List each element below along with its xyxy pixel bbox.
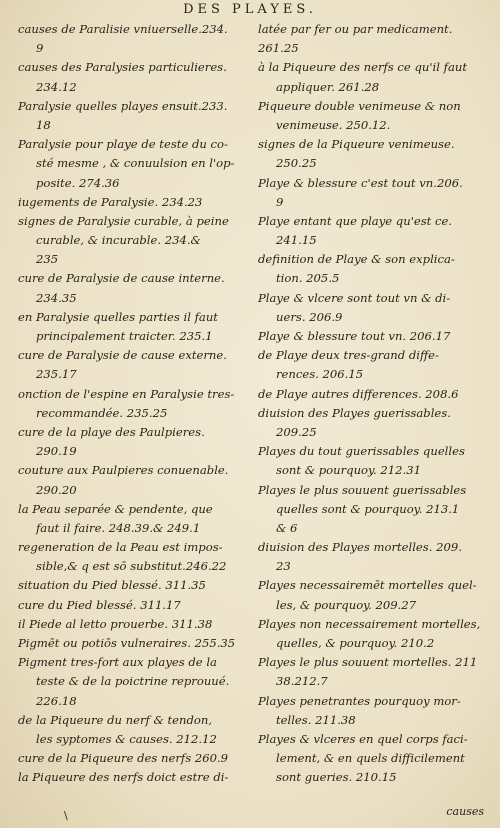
index-entry-line: 234.35 bbox=[36, 290, 77, 305]
index-entry-line: Piqueure double venimeuse & non bbox=[258, 98, 461, 113]
index-entry-line: 235 bbox=[36, 252, 59, 267]
index-entry-line: la Piqueure des nerfs doict estre di- bbox=[18, 770, 229, 785]
index-entry-line: iugements de Paralysie. 234.23 bbox=[18, 194, 203, 209]
index-entry-line: signes de Paralysie curable, à peine bbox=[18, 213, 229, 228]
index-entry-line: quelles, & pourquoy. 210.2 bbox=[276, 636, 435, 650]
index-entry-line: la Peau separée & pendente, que bbox=[18, 501, 213, 516]
index-entry-line: causes de Paralisie vniuerselle.234. bbox=[18, 22, 228, 36]
index-entry-line: de Playe autres differences. 208.6 bbox=[258, 386, 459, 401]
index-entry-line: diuision des Playes guerissables. bbox=[258, 405, 451, 420]
index-entry-line: recommandée. 235.25 bbox=[36, 405, 168, 420]
index-entry-line: 9 bbox=[36, 41, 44, 56]
running-header: DES PLAYES. bbox=[183, 2, 317, 17]
index-entry-line: tion. 205.5 bbox=[276, 271, 340, 286]
index-entry-line: Playes penetrantes pourquoy mor- bbox=[258, 693, 461, 708]
index-entry-line: Paralysie pour playe de teste du co- bbox=[18, 137, 228, 152]
index-entry-line: Paralysie quelles playes ensuit.233. bbox=[18, 98, 228, 113]
index-entry-line: principalement traicter. 235.1 bbox=[36, 329, 213, 343]
index-entry-line: causes des Paralysies particulieres. bbox=[18, 60, 227, 75]
index-entry-line: 38.212.7 bbox=[276, 674, 328, 689]
index-entry-line: en Paralysie quelles parties il faut bbox=[18, 309, 218, 324]
catchword: causes bbox=[446, 805, 484, 818]
index-entry-line: 290.20 bbox=[36, 482, 77, 497]
index-entry-line: Pigment tres-fort aux playes de la bbox=[18, 655, 217, 670]
index-entry-line: 261.25 bbox=[258, 41, 299, 56]
index-entry-line: 290.19 bbox=[36, 444, 77, 459]
index-entry-line: les syptomes & causes. 212.12 bbox=[36, 731, 217, 746]
index-entry-line: Playes & vlceres en quel corps faci- bbox=[258, 731, 468, 746]
index-entry-line: venimeuse. 250.12. bbox=[276, 117, 391, 132]
index-entry-line: 234.12 bbox=[36, 79, 77, 94]
index-entry-line: appliquer. 261.28 bbox=[276, 79, 380, 94]
index-entry-line: 250.25 bbox=[276, 156, 317, 171]
index-entry-line: posite. 274.36 bbox=[36, 175, 120, 190]
signature-mark: \ bbox=[64, 809, 68, 822]
index-entry-line: onction de l'espine en Paralysie tres- bbox=[18, 386, 235, 401]
index-entry-line: definition de Playe & son explica- bbox=[258, 252, 455, 267]
index-entry-line: sont & pourquoy. 212.31 bbox=[276, 463, 421, 478]
index-entry-line: couture aux Paulpieres conuenable. bbox=[18, 463, 229, 478]
index-entry-line: cure de Paralysie de cause interne. bbox=[18, 271, 225, 286]
index-entry-line: de la Piqueure du nerf & tendon, bbox=[18, 712, 213, 727]
index-entry-line: à la Piqueure des nerfs ce qu'il faut bbox=[258, 60, 467, 75]
index-entry-line: Playes necessairemēt mortelles quel- bbox=[258, 578, 477, 593]
index-entry-line: regeneration de la Peau est impos- bbox=[18, 540, 223, 555]
index-entry-line: 235.17 bbox=[36, 367, 77, 382]
index-entry-line: 209.25 bbox=[276, 424, 317, 439]
index-entry-line: les, & pourquoy. 209.27 bbox=[276, 597, 417, 612]
index-entry-line: Playe & blessure tout vn. 206.17 bbox=[258, 329, 451, 343]
index-entry-line: telles. 211.38 bbox=[276, 712, 356, 727]
index-entry-line: Pigmēt ou potiōs vulneraires. 255.35 bbox=[18, 636, 236, 650]
index-column-right bbox=[258, 20, 488, 788]
index-entry-line: Playe entant que playe qu'est ce. bbox=[258, 213, 453, 228]
index-entry-line: cure de la playe des Paulpieres. bbox=[18, 424, 205, 439]
index-entry-line: Playe & blessure c'est tout vn.206. bbox=[258, 175, 463, 190]
index-entry-line: sible,& q est sō substitut.246.22 bbox=[36, 559, 227, 574]
index-entry-line: cure de la Piqueure des nerfs 260.9 bbox=[18, 751, 229, 766]
index-entry-line: uers. 206.9 bbox=[276, 309, 343, 324]
index-entry-line: & 6 bbox=[276, 520, 298, 535]
index-entry-line: de Playe deux tres-grand diffe- bbox=[258, 348, 439, 363]
index-entry-line: Playes le plus souuent mortelles. 211 bbox=[258, 655, 478, 670]
index-entry-line: situation du Pied blessé. 311.35 bbox=[18, 578, 206, 593]
index-entry-line: faut il faire. 248.39.& 249.1 bbox=[36, 520, 201, 535]
index-entry-line: 18 bbox=[36, 117, 51, 132]
index-entry-line: Playes le plus souuent guerissables bbox=[258, 482, 467, 497]
index-entry-line: cure du Pied blessé. 311.17 bbox=[18, 597, 181, 612]
index-entry-line: rences. 206.15 bbox=[276, 367, 364, 382]
index-entry-line: lement, & en quels difficilement bbox=[276, 751, 465, 766]
index-entry-line: cure de Paralysie de cause externe. bbox=[18, 348, 227, 363]
index-entry-line: sté mesme , & conuulsion en l'op- bbox=[36, 156, 235, 171]
index-entry-line: 9 bbox=[276, 194, 284, 209]
index-entry-line: 23 bbox=[276, 559, 291, 574]
index-entry-line: il Piede al letto prouerbe. 311.38 bbox=[18, 616, 213, 631]
index-entry-line: Playes du tout guerissables quelles bbox=[258, 444, 465, 459]
index-entry-line: diuision des Playes mortelles. 209. bbox=[258, 540, 462, 555]
index-entry-line: teste & de la poictrine reprouué. bbox=[36, 674, 230, 689]
index-entry-line: Playes non necessairement mortelles, bbox=[258, 616, 481, 631]
index-entry-line: curable, & incurable. 234.& bbox=[36, 233, 201, 248]
index-entry-line: 241.15 bbox=[276, 233, 317, 248]
index-column-left bbox=[18, 20, 250, 788]
index-entry-line: signes de la Piqueure venimeuse. bbox=[258, 137, 455, 152]
index-entry-line: latée par fer ou par medicament. bbox=[258, 22, 453, 36]
index-entry-line: sont gueries. 210.15 bbox=[276, 770, 397, 785]
index-entry-line: 226.18 bbox=[36, 693, 77, 708]
index-entry-line: quelles sont & pourquoy. 213.1 bbox=[276, 501, 460, 516]
index-entry-line: Playe & vlcere sont tout vn & di- bbox=[258, 290, 451, 305]
